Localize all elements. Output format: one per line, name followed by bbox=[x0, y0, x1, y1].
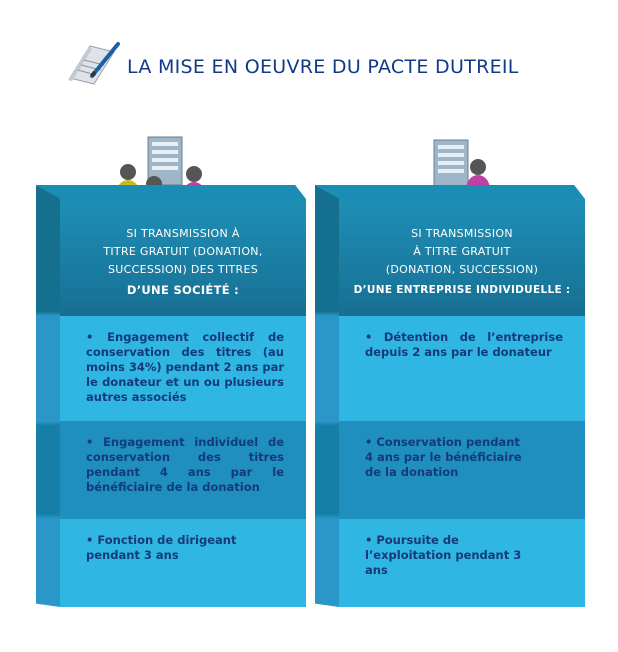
column-top bbox=[36, 185, 306, 199]
condition-box bbox=[339, 316, 585, 421]
condition-box bbox=[60, 421, 306, 519]
header-line: SI TRANSMISSION bbox=[411, 227, 513, 240]
condition-text: • Fonction de dirigeant pendant 3 ans bbox=[86, 533, 237, 562]
header-bold: D’UNE ENTREPRISE INDIVIDUELLE : bbox=[353, 284, 571, 296]
document-pen-icon bbox=[62, 38, 122, 88]
column-header bbox=[339, 199, 585, 316]
condition-text: • Engagement collectif de conservation des titres (au moins 34%) pendant 2 ans par le donateur et un ou plusieurs autres associés bbox=[86, 330, 285, 404]
title-row bbox=[62, 38, 582, 88]
column-top bbox=[315, 185, 585, 199]
column-entreprise-individuelle bbox=[315, 185, 585, 610]
condition-box bbox=[339, 421, 585, 519]
column-societe bbox=[36, 185, 306, 610]
condition-text: • Poursuite de l’exploitation pendant 3 ans bbox=[365, 533, 522, 577]
condition-text: • Détention de l’entreprise depuis 2 ans par le donateur bbox=[365, 330, 563, 359]
column-side bbox=[36, 185, 60, 607]
header-line: À TITRE GRATUIT bbox=[413, 245, 511, 258]
page-title: LA MISE EN OEUVRE DU PACTE DUTREIL bbox=[127, 56, 519, 78]
header-line: SI TRANSMISSION À bbox=[126, 227, 240, 240]
condition-box bbox=[339, 519, 585, 607]
condition-text: • Conservation pendant 4 ans par le bénéficiaire de la donation bbox=[365, 435, 522, 479]
header-line: (DONATION, SUCCESSION) bbox=[385, 263, 539, 276]
header-bold: D’UNE SOCIÉTÉ : bbox=[126, 283, 240, 297]
header-line: SUCCESSION) DES TITRES bbox=[108, 263, 258, 276]
header-line: TITRE GRATUIT (DONATION, bbox=[103, 245, 263, 258]
column-side bbox=[315, 185, 339, 607]
condition-box bbox=[60, 316, 306, 421]
column-header bbox=[60, 199, 306, 316]
condition-text: • Engagement individuel de conservation des titres pendant 4 ans par le bénéficiaire de la donation bbox=[86, 435, 284, 494]
condition-box bbox=[60, 519, 306, 607]
